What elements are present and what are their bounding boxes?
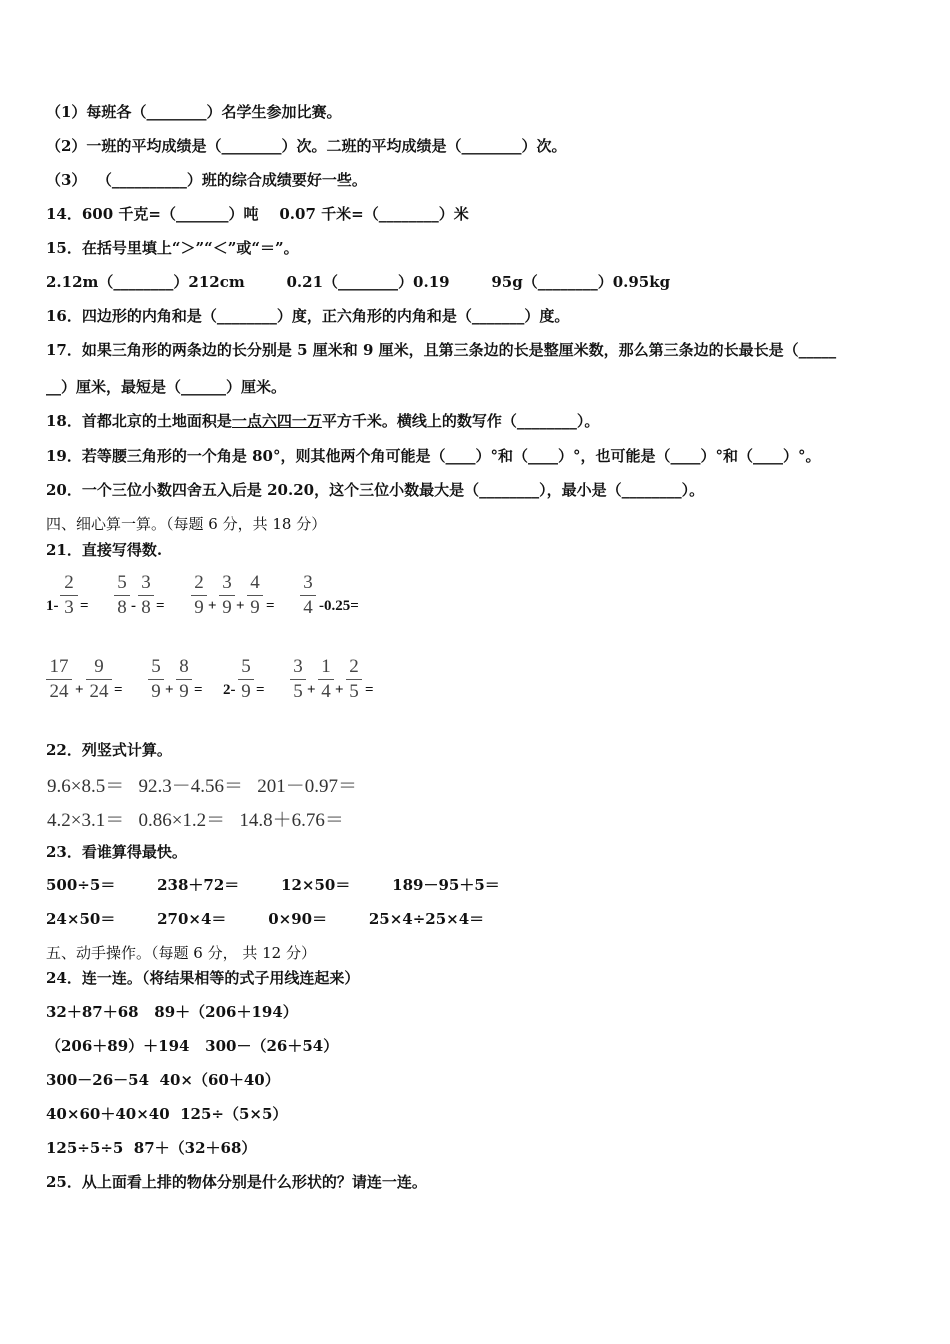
plus-sign: + bbox=[208, 598, 217, 614]
fraction-numerator: 3 bbox=[303, 572, 313, 593]
plus-sign: + bbox=[75, 682, 84, 698]
fraction-bar bbox=[346, 679, 362, 680]
q24-line: 40×60＋40×40 125÷（5×5） bbox=[46, 1105, 288, 1123]
fraction-bar bbox=[138, 595, 154, 596]
section-4-heading: 四、细心算一算。（每题 6 分，共 18 分） bbox=[46, 515, 327, 533]
equals-sign: = bbox=[365, 682, 374, 698]
question-15-items: 2.12m（________）212cm 0.21（________）0.19 95g（________）0.95kg bbox=[46, 273, 671, 291]
q24-line: （206＋89）＋194 300－（26＋54） bbox=[46, 1037, 339, 1055]
fraction-denominator: 4 bbox=[321, 681, 331, 702]
equals-sign: = bbox=[114, 682, 123, 698]
q23-row1: 500÷5＝ 238＋72＝ 12×50＝ 189－95＋5＝ bbox=[46, 876, 500, 894]
q21-r1e3-frac2 bbox=[219, 572, 235, 619]
fraction-numerator: 3 bbox=[293, 656, 303, 677]
fraction-bar bbox=[290, 679, 306, 680]
q21-r2e2-frac1 bbox=[148, 656, 164, 703]
q24-line: 300－26－54 40×（60＋40） bbox=[46, 1071, 280, 1089]
q21-r2e3-pre: 2- bbox=[223, 682, 236, 698]
fraction-bar bbox=[318, 679, 334, 680]
fraction-bar bbox=[247, 595, 263, 596]
q21-r1e2-frac2 bbox=[138, 572, 154, 619]
q21-r1e3-frac3 bbox=[247, 572, 263, 619]
q21-r1e3-frac1 bbox=[191, 572, 207, 619]
q21-r2e1-frac2 bbox=[86, 656, 112, 703]
q21-r2e2-frac2 bbox=[176, 656, 192, 703]
section-5-heading: 五、动手操作。（每题 6 分， 共 12 分） bbox=[46, 944, 316, 962]
question-24-title: 24．连一连。（将结果相等的式子用线连起来） bbox=[46, 969, 360, 987]
fraction-numerator: 1 bbox=[321, 656, 331, 677]
question-23-title: 23．看谁算得最快。 bbox=[46, 843, 187, 861]
question-18 bbox=[46, 411, 599, 431]
fraction-numerator: 3 bbox=[141, 572, 151, 593]
fraction-numerator: 5 bbox=[117, 572, 127, 593]
equals-sign: = bbox=[156, 598, 165, 614]
q21-r1e1-frac bbox=[60, 572, 78, 619]
fraction-numerator: 5 bbox=[241, 656, 251, 677]
question-15-title: 15．在括号里填上“＞”“＜”或“＝”。 bbox=[46, 239, 299, 257]
q21-r2e1-frac1 bbox=[46, 656, 72, 703]
q21-r2e4-frac2 bbox=[318, 656, 334, 703]
fraction-bar bbox=[300, 595, 316, 596]
fraction-denominator: 24 bbox=[49, 681, 69, 702]
plus-sign: + bbox=[307, 682, 316, 698]
fraction-denominator: 9 bbox=[250, 597, 260, 618]
q21-r2e3-frac bbox=[238, 656, 254, 703]
q18-suffix: 平方千米。横线上的数写作（________）。 bbox=[321, 412, 600, 430]
equals-sign: = bbox=[256, 682, 265, 698]
minus-sign: - bbox=[131, 598, 136, 614]
fraction-denominator: 9 bbox=[222, 597, 232, 618]
question-14: 14．600 千克=（_______）吨 0.07 千米=（________）米 bbox=[46, 205, 469, 223]
plus-sign: + bbox=[236, 598, 245, 614]
fraction-bar bbox=[238, 679, 254, 680]
q24-line: 125÷5÷5 87＋（32＋68） bbox=[46, 1139, 257, 1157]
fraction-bar bbox=[148, 679, 164, 680]
fraction-denominator: 9 bbox=[241, 681, 251, 702]
fraction-bar bbox=[114, 595, 130, 596]
q21-r2e4-frac1 bbox=[290, 656, 306, 703]
question-25: 25．从上面看上排的物体分别是什么形状的？请连一连。 bbox=[46, 1173, 427, 1191]
fraction-numerator: 4 bbox=[250, 572, 260, 593]
fraction-numerator: 5 bbox=[151, 656, 161, 677]
question-19: 19．若等腰三角形的一个角是 80°，则其他两个角可能是（____）°和（____）°，也可能是（____）°和（____）°。 bbox=[46, 447, 821, 465]
fraction-denominator: 3 bbox=[64, 597, 74, 618]
q13-part2: （2）一班的平均成绩是（________）次。二班的平均成绩是（________）次。 bbox=[46, 137, 567, 155]
fraction-denominator: 9 bbox=[194, 597, 204, 618]
q21-r1e1-pre: 1- bbox=[46, 598, 59, 614]
q21-r2e4-frac3 bbox=[346, 656, 362, 703]
q21-r1e4-frac bbox=[300, 572, 316, 619]
fraction-denominator: 9 bbox=[179, 681, 189, 702]
fraction-denominator: 9 bbox=[151, 681, 161, 702]
fraction-bar bbox=[219, 595, 235, 596]
fraction-denominator: 4 bbox=[303, 597, 313, 618]
plus-sign: + bbox=[165, 682, 174, 698]
fraction-bar bbox=[60, 595, 78, 596]
question-21-title: 21．直接写得数. bbox=[46, 541, 163, 559]
plus-sign: + bbox=[335, 682, 344, 698]
fraction-numerator: 17 bbox=[49, 656, 69, 677]
fraction-numerator: 8 bbox=[179, 656, 189, 677]
fraction-numerator: 2 bbox=[349, 656, 359, 677]
fraction-denominator: 5 bbox=[293, 681, 303, 702]
q22-row2: 4.2×3.1＝ 0.86×1.2＝ 14.8＋6.76＝ bbox=[47, 810, 344, 831]
fraction-numerator: 3 bbox=[222, 572, 232, 593]
question-22-title: 22．列竖式计算。 bbox=[46, 741, 172, 759]
question-16: 16．四边形的内角和是（________）度，正六角形的内角和是（_______）度。 bbox=[46, 307, 570, 325]
q22-row1: 9.6×8.5＝ 92.3－4.56＝ 201－0.97＝ bbox=[47, 776, 357, 797]
equals-sign: = bbox=[266, 598, 275, 614]
q24-line: 32＋87＋68 89＋（206＋194） bbox=[46, 1003, 298, 1021]
fraction-numerator: 9 bbox=[94, 656, 104, 677]
fraction-denominator: 24 bbox=[89, 681, 109, 702]
fraction-bar bbox=[191, 595, 207, 596]
equals-sign: = bbox=[194, 682, 203, 698]
q18-underlined-number: 一点六四一万 bbox=[231, 412, 322, 430]
fraction-numerator: 2 bbox=[194, 572, 204, 593]
equals-sign: = bbox=[80, 598, 89, 614]
fraction-numerator: 2 bbox=[64, 572, 74, 593]
question-17-line2: __）厘米，最短是（______）厘米。 bbox=[46, 378, 287, 396]
q13-part1: （1）每班各（________）名学生参加比赛。 bbox=[46, 103, 342, 121]
q18-prefix: 18．首都北京的土地面积是 bbox=[46, 412, 232, 430]
fraction-bar bbox=[176, 679, 192, 680]
q21-r1e2-frac1 bbox=[114, 572, 130, 619]
question-20: 20．一个三位小数四舍五入后是 20.20，这个三位小数最大是（________），最小是（________）。 bbox=[46, 481, 705, 499]
q21-r1e4-post: -0.25= bbox=[319, 598, 359, 614]
q13-part3: （3） （__________）班的综合成绩要好一些。 bbox=[46, 171, 367, 189]
q23-row2: 24×50＝ 270×4＝ 0×90＝ 25×4÷25×4＝ bbox=[46, 910, 485, 928]
fraction-denominator: 8 bbox=[141, 597, 151, 618]
question-17-line1: 17．如果三角形的两条边的长分别是 5 厘米和 9 厘米，且第三条边的长是整厘米数，那么第三条边的长最长是（_____ bbox=[46, 341, 837, 359]
fraction-denominator: 8 bbox=[117, 597, 127, 618]
fraction-bar bbox=[86, 679, 112, 680]
fraction-bar bbox=[46, 679, 72, 680]
fraction-denominator: 5 bbox=[349, 681, 359, 702]
